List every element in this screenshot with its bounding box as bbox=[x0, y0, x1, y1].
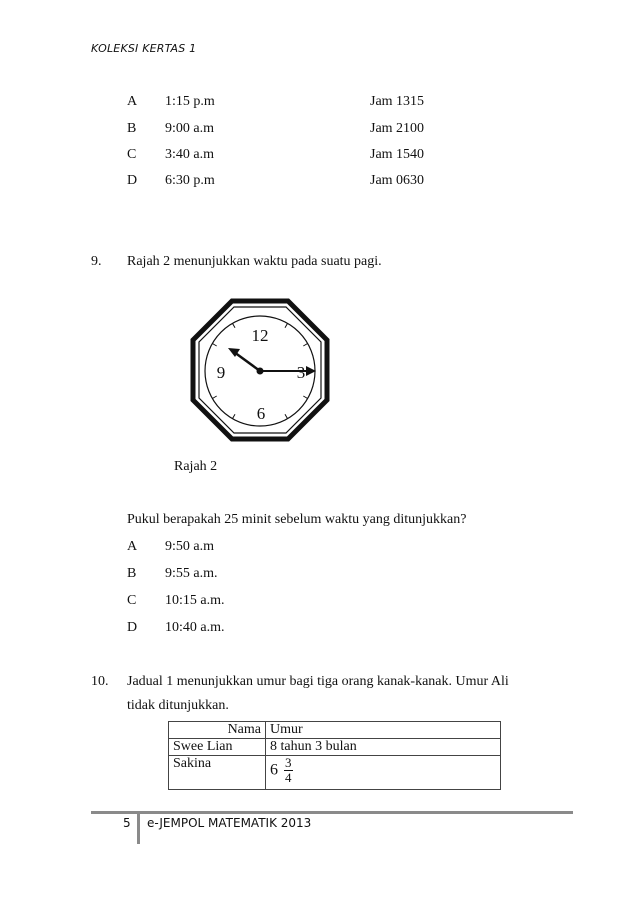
q10-stem-line1: Jadual 1 menunjukkan umur bagi tiga orang kanak-kanak. Umur Ali bbox=[127, 674, 509, 689]
q9-number: 9. bbox=[91, 254, 102, 269]
table-row bbox=[169, 739, 501, 756]
table-header-name: Nama bbox=[169, 722, 266, 739]
q9-option-text: 9:55 a.m. bbox=[165, 566, 218, 581]
q8-option-time12: 3:40 a.m bbox=[165, 147, 214, 162]
footer-divider bbox=[137, 813, 140, 844]
table-cell-age-fraction bbox=[266, 756, 501, 790]
q9-option-letter: A bbox=[127, 539, 138, 554]
fraction bbox=[284, 756, 293, 785]
q9-option-text: 9:50 a.m bbox=[165, 539, 214, 554]
q8-option-time24: Jam 1540 bbox=[370, 147, 425, 162]
q9-option-text: 10:40 a.m. bbox=[165, 620, 225, 635]
clock-figure bbox=[190, 298, 330, 442]
page-number: 5 bbox=[123, 816, 131, 830]
table-cell-name: Sakina bbox=[169, 756, 266, 790]
q8-option-time12: 9:00 a.m bbox=[165, 121, 214, 136]
q8-option-letter: B bbox=[127, 121, 137, 136]
fraction-whole: 6 bbox=[270, 761, 278, 779]
clock-number-6: 6 bbox=[256, 404, 266, 423]
q9-option-letter: D bbox=[127, 620, 138, 635]
q8-option-time24: Jam 1315 bbox=[370, 94, 425, 109]
table-cell-age: 8 tahun 3 bulan bbox=[266, 739, 501, 756]
table-row bbox=[169, 756, 501, 790]
table-header-row bbox=[169, 722, 501, 739]
clock-center-pin bbox=[257, 368, 264, 375]
q10-number: 10. bbox=[91, 674, 109, 689]
table-header-age: Umur bbox=[266, 722, 501, 739]
q8-option-time24: Jam 2100 bbox=[370, 121, 425, 136]
q10-stem-line2: tidak ditunjukkan. bbox=[127, 698, 229, 713]
q8-option-time12: 6:30 p.m bbox=[165, 173, 215, 188]
q8-option-letter: A bbox=[127, 94, 138, 109]
footer-rule bbox=[91, 811, 573, 814]
clock-number-3: 3 bbox=[296, 363, 306, 382]
q9-option-text: 10:15 a.m. bbox=[165, 593, 225, 608]
clock-number-12: 12 bbox=[251, 326, 269, 345]
q8-option-letter: D bbox=[127, 173, 138, 188]
table-cell-name: Swee Lian bbox=[169, 739, 266, 756]
footer-title: e-JEMPOL MATEMATIK 2013 bbox=[147, 816, 312, 830]
page-header: KOLEKSI KERTAS 1 bbox=[91, 42, 197, 55]
q9-option-letter: B bbox=[127, 566, 137, 581]
clock-number-9: 9 bbox=[216, 363, 226, 382]
q9-question: Pukul berapakah 25 minit sebelum waktu yang ditunjukkan? bbox=[127, 512, 467, 527]
fraction-numerator: 3 bbox=[285, 755, 292, 770]
q9-option-letter: C bbox=[127, 593, 137, 608]
age-table bbox=[168, 721, 501, 790]
q8-option-time24: Jam 0630 bbox=[370, 173, 425, 188]
q8-option-time12: 1:15 p.m bbox=[165, 94, 215, 109]
q9-stem: Rajah 2 menunjukkan waktu pada suatu pagi. bbox=[127, 254, 382, 269]
q8-option-letter: C bbox=[127, 147, 137, 162]
figure-caption: Rajah 2 bbox=[174, 459, 218, 474]
fraction-denominator: 4 bbox=[285, 770, 292, 785]
